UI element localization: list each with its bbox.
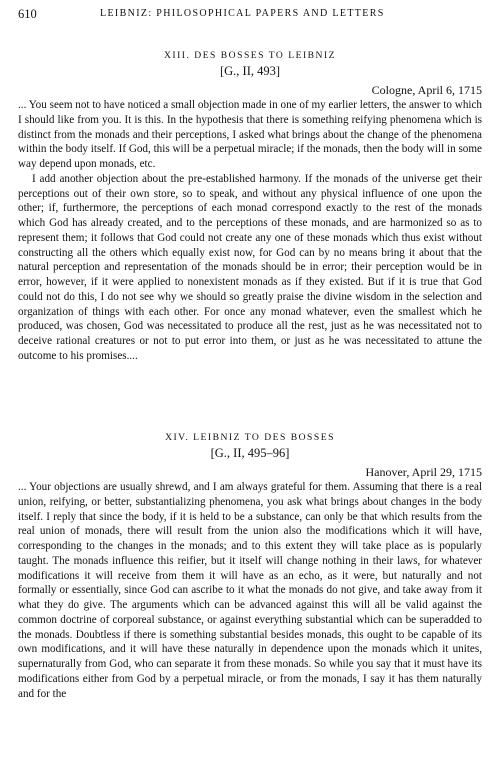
letter-heading: XIII. DES BOSSES TO LEIBNIZ: [163, 50, 337, 61]
letter-section: [18, 431, 482, 701]
page-number: 610: [18, 7, 37, 21]
letter-dateline: Hanover, April 29, 1715: [365, 465, 482, 479]
body-paragraph: I add another objection about the pre-established harmony. If the monads of the universe get their perceptions out of their own store, so to speak, and without any physical influence of one upon the other; if, furthermore, the perceptions of each monad correspond exactly to the rest of the monads which God has already created, and to the perceptions of these monads, and are harmonized so as to represent them; it follows that God could not create any one of these monads which thus exist without constructing all the others which equally exist now, for God can by no means bring it about that the natural perception and representation of the monads should be in error; their perception would be in error, however, if it were applied to nonexistent monads as if they existed. But if it is true that God could not do this, I do not see why we should so greatly praise the divine wisdom in the selection and organization of things with each other. For once any monad whatever, even the smallest which he produced, was chosen, God was necessitated to produce all the rest, just as he was necessitated not to deceive rational creatures or not to put error into them, or just as he was necessitated to attune the outcome to his promises....: [18, 172, 482, 362]
body-paragraph: ... Your objections are usually shrewd, and I am always grateful for them. Assuming that there is a real union, reifying, or better, substantializing phenomena, you ask what brings about changes in the body itself. I reply that since the body, if it is held to be a substance, can only be that which results from the real union of monads, there will result from the union also the modifications which it will have, corresponding to the changes in the monads; and to this extent they will take place as is popularly taught. The monads influence this reifier, but it itself will change nothing in their laws, for whatever modifications it will receive from them it will have as an echo, as it were, but naturally and not formally or essentially, since God can ascribe to it what the monads do not give, and take away from it what they do give. The arguments which can be advanced against this will all be valid against the common doctrine of corporeal substance, or against everything substantial which can be superadded to the monads. Doubtless if there is something substantial besides monads, this ought to be capable of its own modifications, and it will have these naturally in dependence upon the monads which it unites, supernaturally from God, who can separate it from these monads. So while you say that it must have its modifications either from God by a perpetual miracle, or from the monads, I say it has them naturally and for the: [18, 481, 482, 700]
letter-dateline: Cologne, April 6, 1715: [371, 83, 482, 97]
letter-heading: XIV. LEIBNIZ TO DES BOSSES: [165, 432, 335, 443]
source-reference: [G., II, 495–96]: [210, 446, 290, 460]
running-title: LEIBNIZ: PHILOSOPHICAL PAPERS AND LETTERS: [100, 8, 385, 19]
body-paragraph: ... You seem not to have noticed a small objection made in one of my earlier letters, the answer to which I should like from you. It is this. In the hypothesis that there is something reifying phenomena which is distinct from the monads and their perceptions, I asked what brings about the change of the phenomena within the body itself. If God, this will be a perpetual miracle; if the monads, then the body will in some way depend upon monads, etc.: [18, 99, 482, 170]
running-head: [18, 7, 482, 23]
letter-section: [18, 49, 482, 364]
source-reference: [G., II, 493]: [219, 64, 281, 78]
